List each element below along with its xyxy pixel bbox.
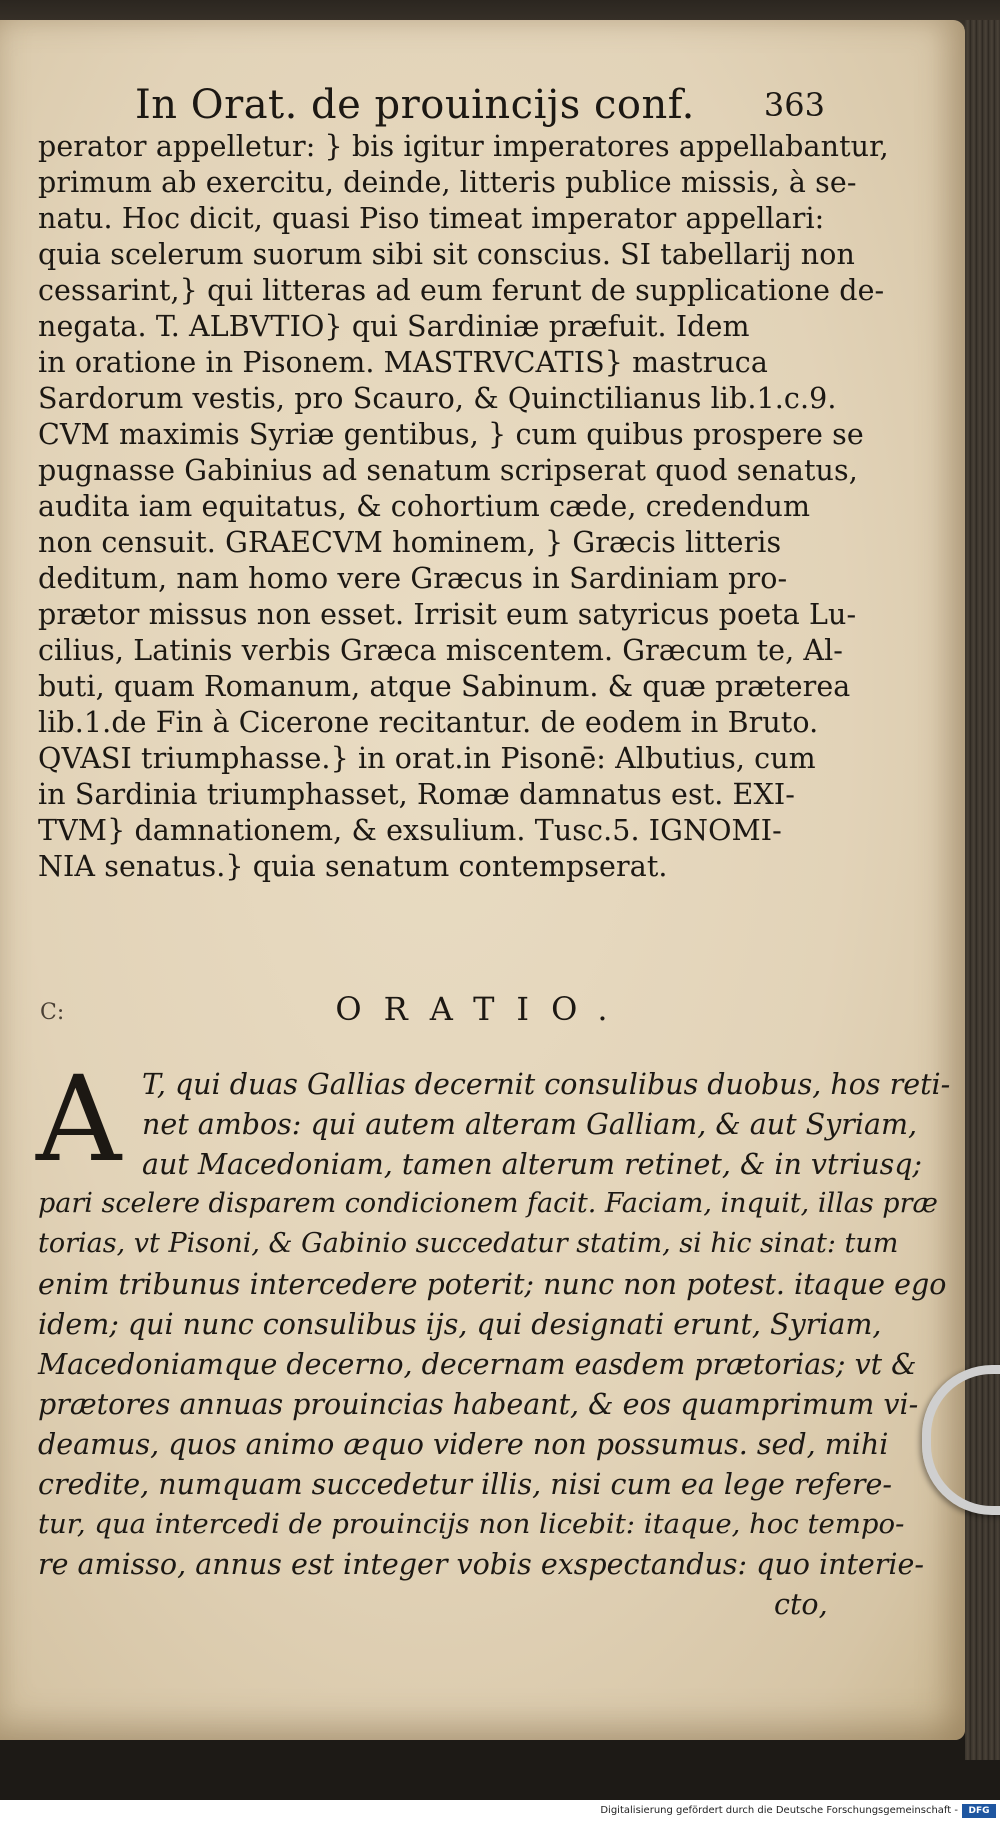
- commentary-line: negata. T. ALBVTIO} qui Sardiniæ præfuit. Idem: [38, 310, 750, 343]
- commentary-line: QVASI triumphasse.} in orat.in Pisonē: Albutius, cum: [38, 742, 816, 775]
- oration-line: prætores annuas prouincias habeant, & eos quamprimum vi-: [38, 1388, 919, 1421]
- commentary-line: cilius, Latinis verbis Græca miscentem. Græcum te, Al-: [38, 634, 844, 667]
- oration-line: credite, numquam succedetur illis, nisi cum ea lege refere-: [38, 1468, 892, 1501]
- commentary-line: lib.1.de Fin à Cicerone recitantur. de eodem in Bruto.: [38, 706, 819, 739]
- oration-line: enim tribunus intercedere poterit; nunc non potest. itaque ego: [38, 1268, 947, 1301]
- commentary-line: buti, quam Romanum, atque Sabinum. & quæ præterea: [38, 670, 851, 703]
- commentary-line: Sardorum vestis, pro Scauro, & Quinctilianus lib.1.c.9.: [38, 382, 837, 415]
- section-heading: ORATIO.: [335, 990, 630, 1028]
- catchword: cto,: [774, 1588, 828, 1621]
- oration-line: T, qui duas Gallias decernit consulibus duobus, hos reti-: [142, 1068, 951, 1101]
- commentary-line: non censuit. GRAECVM hominem, } Græcis litteris: [38, 526, 782, 559]
- commentary-line: prætor missus non esset. Irrisit eum satyricus poeta Lu-: [38, 598, 857, 631]
- commentary-line: pugnasse Gabinius ad senatum scripserat quod senatus,: [38, 454, 858, 487]
- oration-line: torias, vt Pisoni, & Gabinio succedatur statim, si hic sinat: tum: [38, 1228, 899, 1259]
- commentary-line: audita iam equitatus, & cohortium cæde, credendum: [38, 490, 811, 523]
- dfg-logo: DFG: [962, 1804, 996, 1818]
- oration-line: Macedoniamque decerno, decernam easdem prætorias; vt &: [38, 1348, 917, 1381]
- oration-line: net ambos: qui autem alteram Galliam, & aut Syriam,: [142, 1108, 918, 1141]
- commentary-line: NIA senatus.} quia senatum contempserat.: [38, 850, 668, 883]
- commentary-line: primum ab exercitu, deinde, litteris publice missis, à se-: [38, 166, 857, 199]
- commentary-line: in oratione in Pisonem. MASTRVCATIS} mastruca: [38, 346, 768, 379]
- commentary-line: deditum, nam homo vere Græcus in Sardiniam pro-: [38, 562, 788, 595]
- commentary-line: in Sardinia triumphasset, Romæ damnatus est. EXI-: [38, 778, 795, 811]
- commentary-line: natu. Hoc dicit, quasi Piso timeat imperator appellari:: [38, 202, 825, 235]
- oration-line: idem; qui nunc consulibus ijs, qui designati erunt, Syriam,: [38, 1308, 882, 1341]
- commentary-line: perator appelletur: } bis igitur imperatores appellabantur,: [38, 130, 889, 163]
- commentary-line: CVM maximis Syriæ gentibus, } cum quibus prospere se: [38, 418, 864, 451]
- margin-marker: C:: [40, 1000, 65, 1025]
- drop-cap: A: [36, 1050, 122, 1188]
- page-number: 363: [763, 86, 825, 124]
- oration-line: re amisso, annus est integer vobis exspectandus: quo interie-: [38, 1548, 925, 1581]
- commentary-line: TVM} damnationem, & exsulium. Tusc.5. IGNOMI-: [38, 814, 782, 847]
- commentary-line: cessarint,} qui litteras ad eum ferunt de supplicatione de-: [38, 274, 885, 307]
- running-title: In Orat. de prouincijs conf.: [135, 82, 695, 128]
- oration-line: aut Macedoniam, tamen alterum retinet, & in vtriusq;: [142, 1148, 923, 1181]
- funding-credit: Digitalisierung gefördert durch die Deutsche Forschungsgemeinschaft -: [600, 1805, 958, 1816]
- oration-line: deamus, quos animo æquo videre non possumus. sed, mihi: [38, 1428, 889, 1461]
- commentary-line: quia scelerum suorum sibi sit conscius. SI tabellarij non: [38, 238, 855, 271]
- oration-line: tur, qua intercedi de prouincijs non licebit: itaque, hoc tempo-: [38, 1508, 905, 1540]
- oration-line: pari scelere disparem condicionem facit. Faciam, inquit, illas præ: [38, 1188, 938, 1219]
